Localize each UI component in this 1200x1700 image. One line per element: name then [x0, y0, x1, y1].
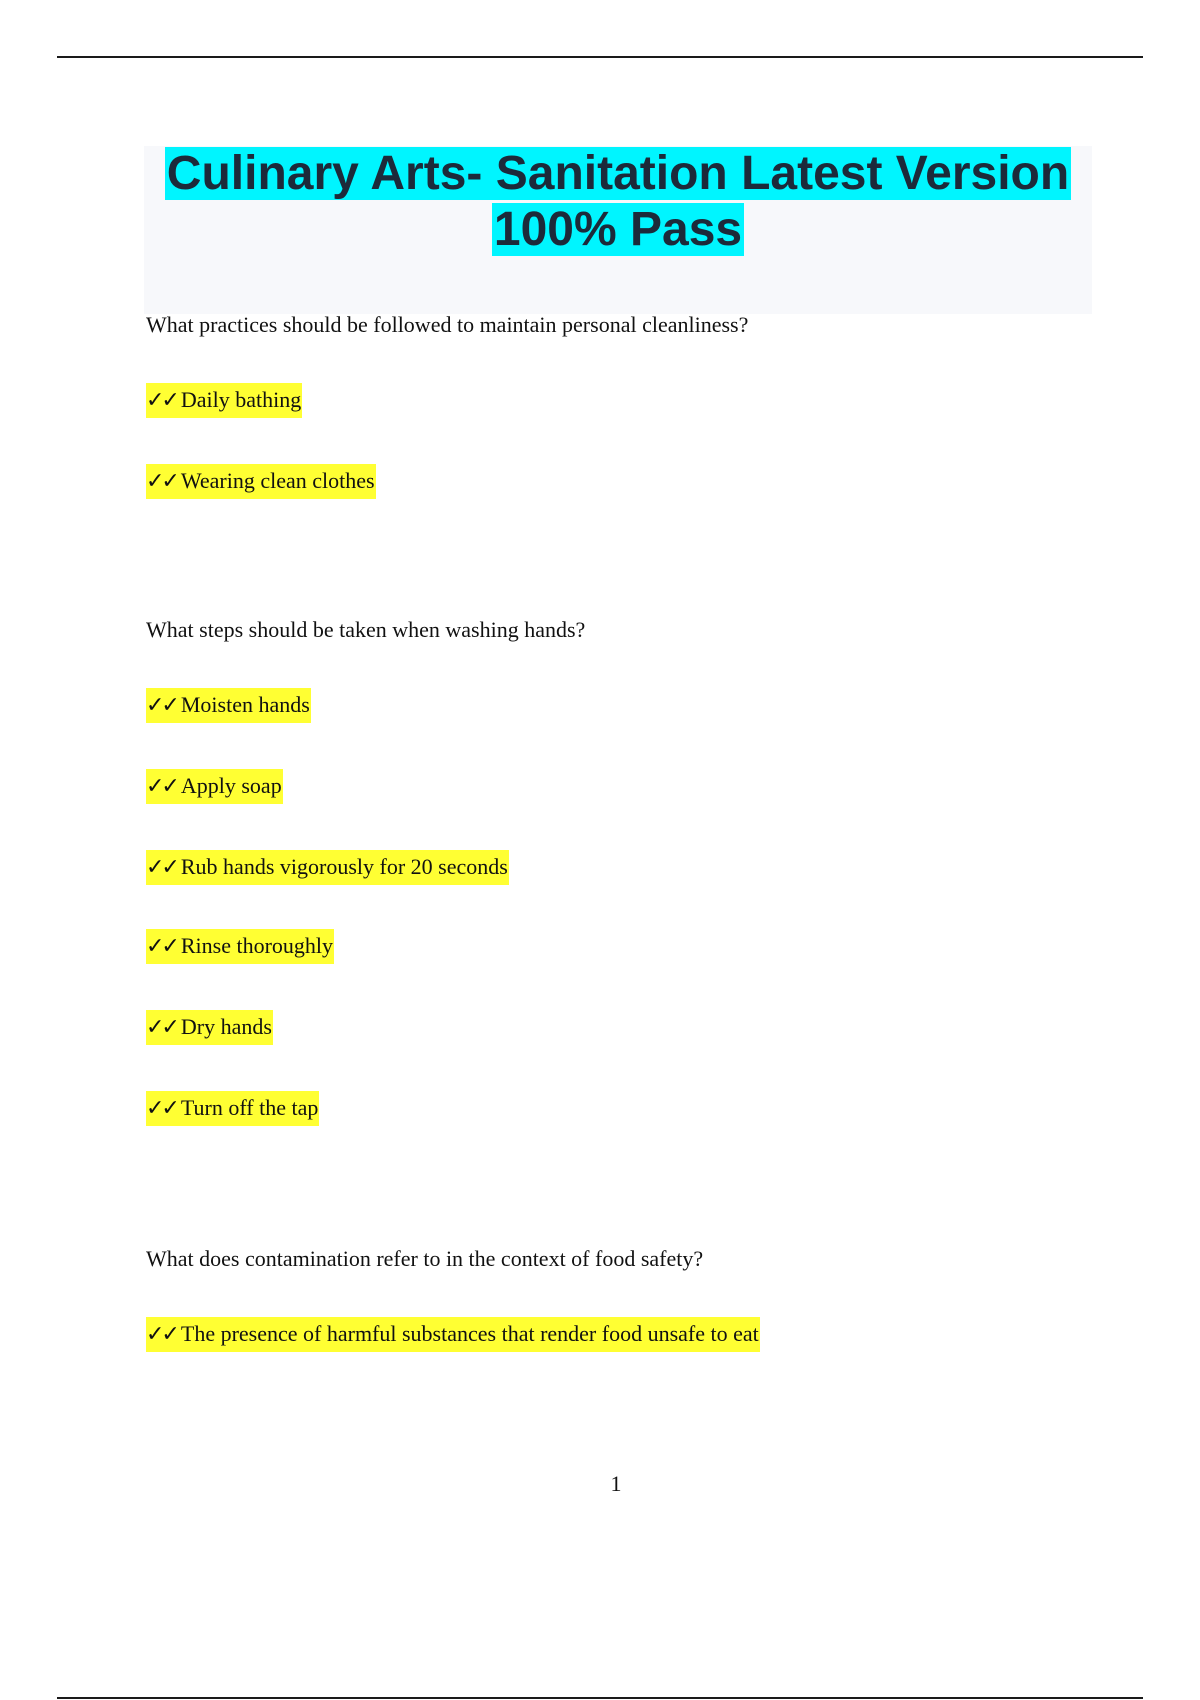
double-check-icon: ✓✓	[146, 693, 177, 718]
question-1: What practices should be followed to maintain personal cleanliness?	[146, 312, 749, 337]
double-check-icon: ✓✓	[146, 469, 177, 494]
answer-text: Rub hands vigorously for 20 seconds	[180, 854, 508, 879]
answer-text: Dry hands	[180, 1014, 272, 1039]
answer-text: Daily bathing	[180, 387, 302, 412]
answer-item	[146, 464, 376, 499]
title-line-2: 100% Pass	[493, 203, 743, 256]
answer-text: Apply soap	[180, 773, 282, 798]
answer-item	[146, 929, 334, 964]
document-title	[144, 146, 1092, 258]
title-block	[144, 146, 1092, 314]
answer-text: Wearing clean clothes	[180, 468, 375, 493]
answer-text: The presence of harmful substances that render food unsafe to eat	[180, 1321, 759, 1346]
double-check-icon: ✓✓	[146, 1096, 177, 1121]
footer-rule	[57, 1697, 1143, 1699]
answer-item	[146, 1010, 273, 1045]
answer-item	[146, 1091, 319, 1126]
answer-text: Turn off the tap	[180, 1095, 319, 1120]
answer-item	[146, 769, 283, 804]
answer-text: Rinse thoroughly	[180, 933, 334, 958]
double-check-icon: ✓✓	[146, 934, 177, 959]
answer-item	[146, 383, 302, 418]
answer-item	[146, 1317, 760, 1352]
header-rule	[57, 56, 1143, 58]
double-check-icon: ✓✓	[146, 388, 177, 413]
title-line-1: Culinary Arts- Sanitation Latest Version	[166, 147, 1070, 200]
page-number: 1	[610, 1471, 622, 1496]
double-check-icon: ✓✓	[146, 855, 177, 880]
question-3: What does contamination refer to in the context of food safety?	[146, 1246, 704, 1271]
answer-text: Moisten hands	[180, 692, 310, 717]
question-2: What steps should be taken when washing hands?	[146, 617, 586, 642]
answer-item	[146, 688, 311, 723]
double-check-icon: ✓✓	[146, 1322, 177, 1347]
double-check-icon: ✓✓	[146, 1015, 177, 1040]
answer-item	[146, 850, 509, 885]
double-check-icon: ✓✓	[146, 774, 177, 799]
